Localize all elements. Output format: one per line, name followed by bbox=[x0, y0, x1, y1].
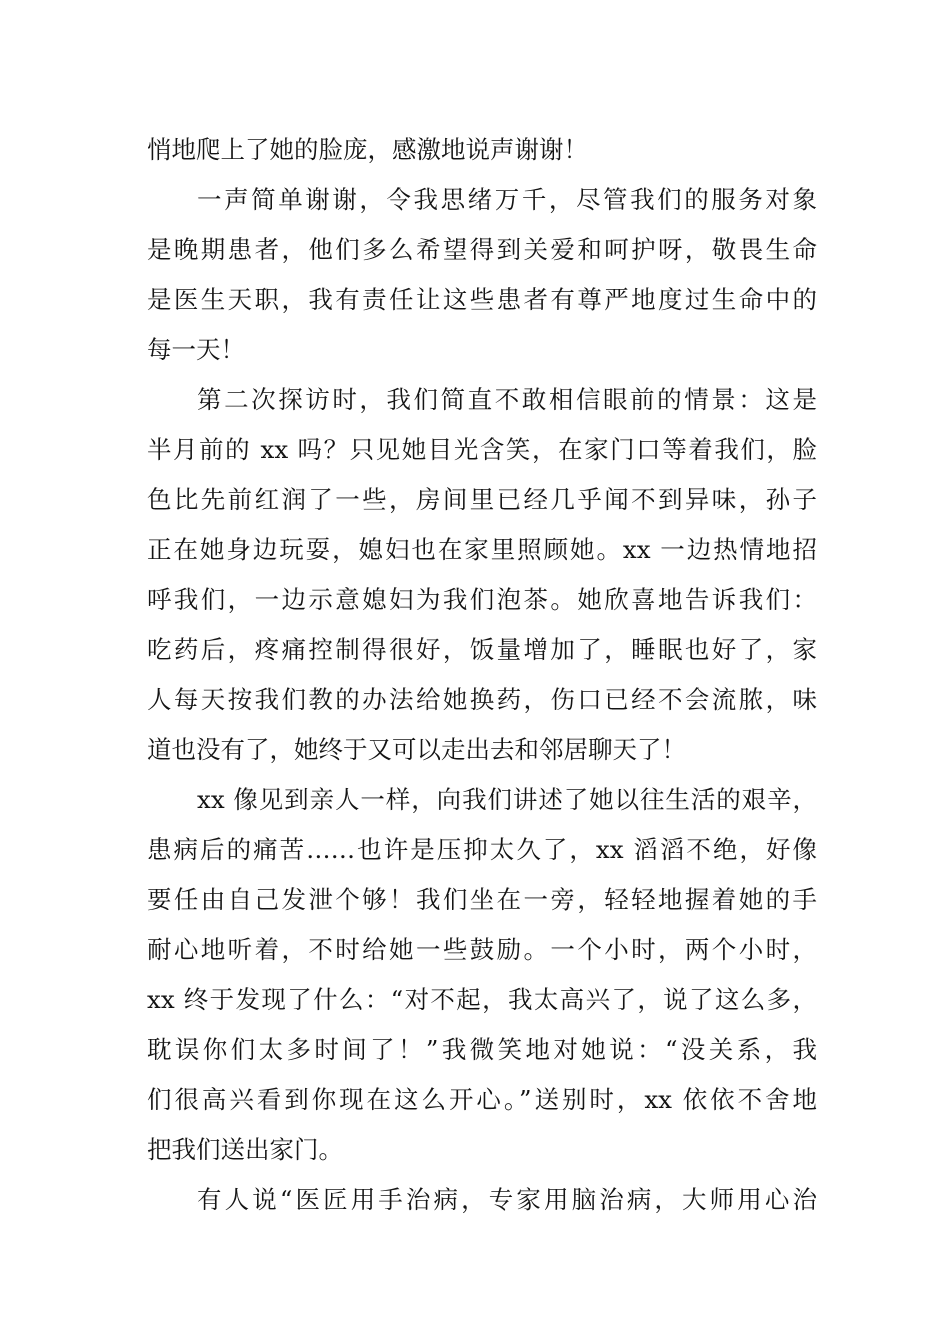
text-line: 第二次探访时，我们简直不敢相信眼前的情景：这是 bbox=[197, 385, 817, 414]
text-line: 们很高兴看到你现在这么开心。”送别时，xx 依依不舍地 bbox=[147, 1085, 817, 1114]
text-line: 道也没有了，她终于又可以走出去和邻居聊天了！ bbox=[147, 735, 686, 764]
text-line: 吃药后，疼痛控制得很好，饭量增加了，睡眠也好了，家 bbox=[147, 635, 817, 664]
text-line: 是晚期患者，他们多么希望得到关爱和呵护呀，敬畏生命 bbox=[147, 235, 817, 264]
text-line: xx 像见到亲人一样，向我们讲述了她以往生活的艰辛， bbox=[197, 785, 817, 814]
text-line: 耐心地听着，不时给她一些鼓励。一个小时，两个小时， bbox=[147, 935, 817, 964]
text-line: 人每天按我们教的办法给她换药，伤口已经不会流脓，味 bbox=[147, 685, 817, 714]
text-line: 每一天！ bbox=[147, 335, 245, 364]
text-line: 半月前的 xx 吗？只见她目光含笑，在家门口等着我们，脸 bbox=[147, 435, 817, 464]
text-line: 呼我们，一边示意媳妇为我们泡茶。她欣喜地告诉我们： bbox=[147, 585, 817, 614]
text-line: 色比先前红润了一些，房间里已经几乎闻不到异味，孙子 bbox=[147, 485, 817, 514]
text-line: 正在她身边玩耍，媳妇也在家里照顾她。xx 一边热情地招 bbox=[147, 535, 817, 564]
text-line: xx 终于发现了什么：“对不起，我太高兴了，说了这么多， bbox=[147, 985, 817, 1014]
text-line: 患病后的痛苦……也许是压抑太久了，xx 滔滔不绝，好像 bbox=[147, 835, 817, 864]
text-line: 耽误你们太多时间了！”我微笑地对她说：“没关系，我 bbox=[147, 1035, 817, 1064]
text-line: 要任由自己发泄个够！我们坐在一旁，轻轻地握着她的手 bbox=[147, 885, 817, 914]
text-line: 把我们送出家门。 bbox=[147, 1135, 343, 1164]
text-line: 悄地爬上了她的脸庞，感激地说声谢谢！ bbox=[147, 135, 588, 164]
text-line: 是医生天职，我有责任让这些患者有尊严地度过生命中的 bbox=[147, 285, 817, 314]
text-line: 有人说“医匠用手治病，专家用脑治病，大师用心治 bbox=[197, 1185, 817, 1214]
text-line: 一声简单谢谢，令我思绪万千，尽管我们的服务对象 bbox=[197, 185, 817, 214]
